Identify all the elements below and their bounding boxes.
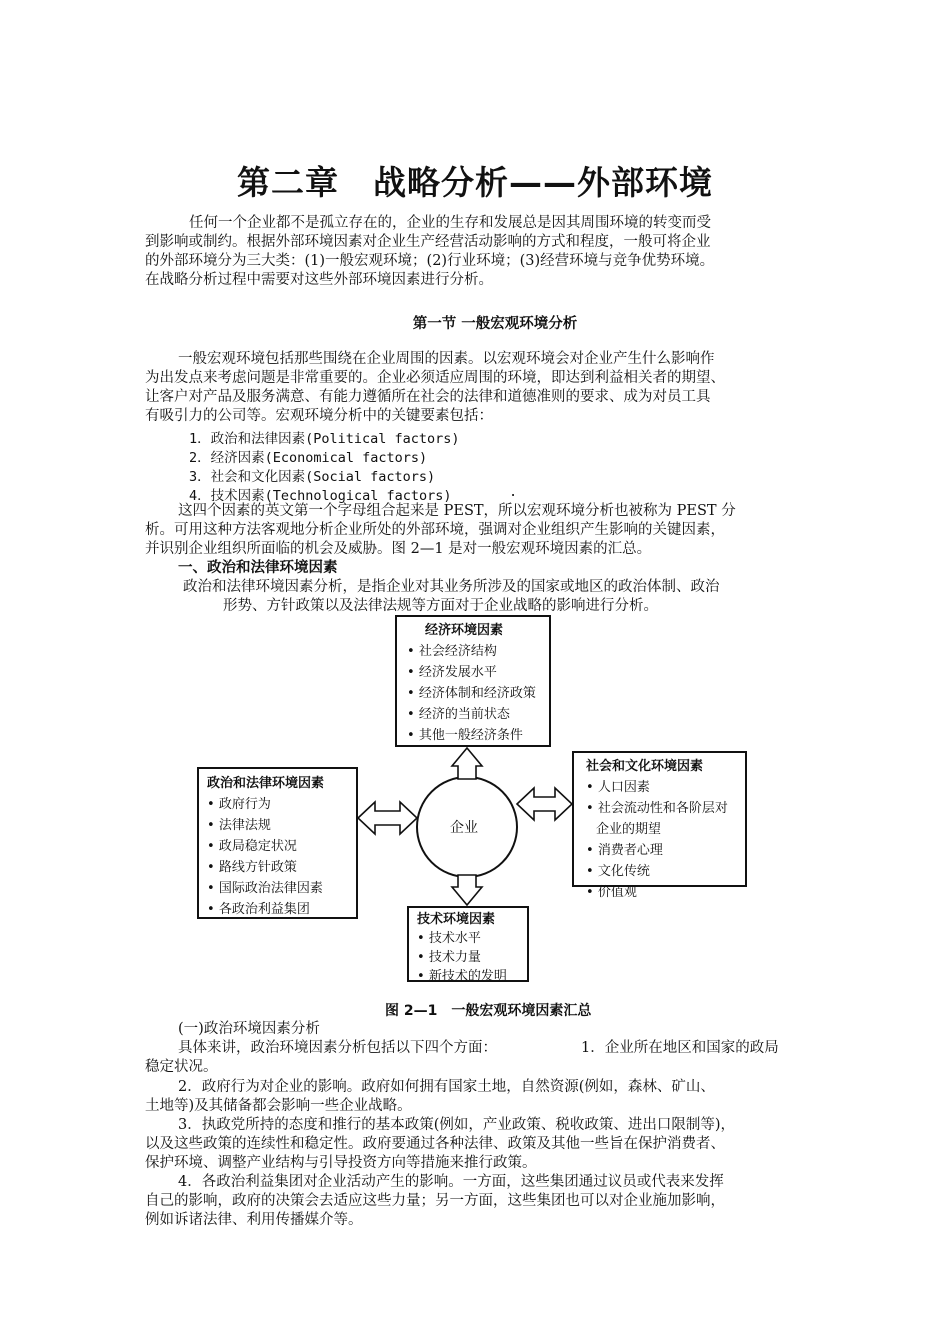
box-title: 经济环境因素 (425, 623, 504, 638)
arrow-left-right-icon (358, 802, 417, 834)
text-line: 1．企业所在地区和国家的政局 (581, 1040, 779, 1056)
list-item: 2．经济因素(Economical factors) (189, 450, 428, 466)
text-line: 这四个因素的英文第一个字母组合起来是 PEST，所以宏观环境分析也被称为 PEST 分 (178, 503, 736, 519)
list-item: • 经济发展水平 (407, 662, 549, 683)
political-factors-box (197, 767, 358, 919)
text-line: 3．执政党所持的态度和推行的基本政策(例如，产业政策、税收政策、进出口限制等)， (178, 1117, 736, 1133)
box-title: 政治和法律环境因素 (207, 776, 325, 791)
page-title: 第二章 战略分析——外部环境 (237, 163, 713, 202)
arrow-down-icon (452, 875, 482, 905)
text-line: 具体来讲，政治环境因素分析包括以下四个方面： (178, 1040, 497, 1056)
text-line: 有吸引力的公司等。宏观环境分析中的关键要素包括： (145, 408, 493, 424)
section-title: 第一节 一般宏观环境分析 (412, 316, 578, 332)
technology-factors-box (407, 906, 529, 982)
text-line: 4．各政治利益集团对企业活动产生的影响。一方面，这些集团通过议员或代表来发挥 (178, 1174, 724, 1190)
arrow-left-right-icon (517, 788, 572, 820)
text-line: 稳定状况。 (145, 1059, 218, 1075)
text-line: 2．政府行为对企业的影响。政府如何拥有国家土地，自然资源(例如，森林、矿山、 (178, 1079, 715, 1095)
list-item-continuation: 企业的期望 (596, 822, 662, 837)
text-line: 一般宏观环境包括那些围绕在企业周围的因素。以宏观环境会对企业产生什么影响作 (178, 351, 715, 367)
text-line: 例如诉诸法律、利用传播媒介等。 (145, 1212, 363, 1228)
subheading: (一)政治环境因素分析 (178, 1021, 320, 1037)
social-factors-box (572, 751, 747, 900)
list-item: • 路线方针政策 (207, 857, 356, 878)
list-item: • 人口因素 (586, 777, 745, 798)
list-item: • 技术力量 (417, 948, 527, 967)
list-item: • 法律法规 (207, 815, 356, 836)
list-item: • 社会流动性和各阶层对 (586, 798, 745, 819)
list-item: 4．技术因素(Technological factors) (189, 488, 452, 504)
text-line: 自己的影响，政府的决策会去适应这些力量；另一方面，这些集团也可以对企业施加影响， (145, 1193, 725, 1209)
box-title: 社会和文化环境因素 (586, 759, 704, 774)
text-line: 析。可用这种方法客观地分析企业所处的外部环境，强调对企业组织产生影响的关键因素， (145, 522, 725, 538)
list-item: 1．政治和法律因素(Political factors) (189, 431, 460, 447)
text-line: 为出发点来考虑问题是非常重要的。企业必须适应周围的环境，即达到利益相关者的期望、 (145, 370, 725, 386)
text-line: 让客户对产品及服务满意、有能力遵循所在社会的法律和道德准则的要求、成为对员工具 (145, 389, 711, 405)
text-line: 到影响或制约。根据外部环境因素对企业生产经营活动影响的方式和程度，一般可将企业 (145, 234, 711, 250)
list-item: • 价值观 (586, 882, 745, 903)
list-item: • 其他一般经济条件 (407, 725, 549, 746)
text-line: 形势、方针政策以及法律法规等方面对于企业战略的影响进行分析。 (223, 598, 658, 614)
box-title: 技术环境因素 (417, 912, 496, 927)
list-item: • 国际政治法律因素 (207, 878, 356, 899)
subheading: 一、政治和法律环境因素 (178, 560, 338, 576)
text-line: 的外部环境分为三大类：(1)一般宏观环境；(2)行业环境；(3)经营环境与竞争优势环境。 (145, 253, 715, 269)
text-line: 在战略分析过程中需要对这些外部环境因素进行分析。 (145, 272, 493, 288)
figure-caption: 图 2—1 一般宏观环境因素汇总 (385, 1003, 592, 1019)
text-line: 政治和法律环境因素分析，是指企业对其业务所涉及的国家或地区的政治体制、政治 (183, 579, 720, 595)
list-item: • 经济的当前状态 (407, 704, 549, 725)
stray-dot: . (509, 484, 518, 500)
economic-factors-box (395, 615, 551, 747)
center-label: 企业 (450, 820, 478, 836)
list-item: • 政府行为 (207, 794, 356, 815)
list-item: • 各政治利益集团 (207, 899, 356, 920)
text-line: 并识别企业组织所面临的机会及威胁。图 2—1 是对一般宏观环境因素的汇总。 (145, 541, 652, 557)
list-item: • 经济体制和经济政策 (407, 683, 549, 704)
list-item: • 技术水平 (417, 929, 527, 948)
list-item: • 新技术的发明 (417, 967, 527, 986)
list-item: 3．社会和文化因素(Social factors) (189, 469, 436, 485)
text-line: 保护环境、调整产业结构与引导投资方向等措施来推行政策。 (145, 1155, 537, 1171)
list-item: • 政局稳定状况 (207, 836, 356, 857)
list-item: • 文化传统 (586, 861, 745, 882)
list-item: • 社会经济结构 (407, 641, 549, 662)
arrow-up-icon (452, 748, 482, 779)
list-item: • 消费者心理 (586, 840, 745, 861)
text-line: 土地等)及其储备都会影响一些企业战略。 (145, 1098, 412, 1114)
text-line: 任何一个企业都不是孤立存在的，企业的生存和发展总是因其周围环境的转变而受 (189, 215, 711, 231)
text-line: 以及这些政策的连续性和稳定性。政府要通过各种法律、政策及其他一些旨在保护消费者、 (145, 1136, 725, 1152)
